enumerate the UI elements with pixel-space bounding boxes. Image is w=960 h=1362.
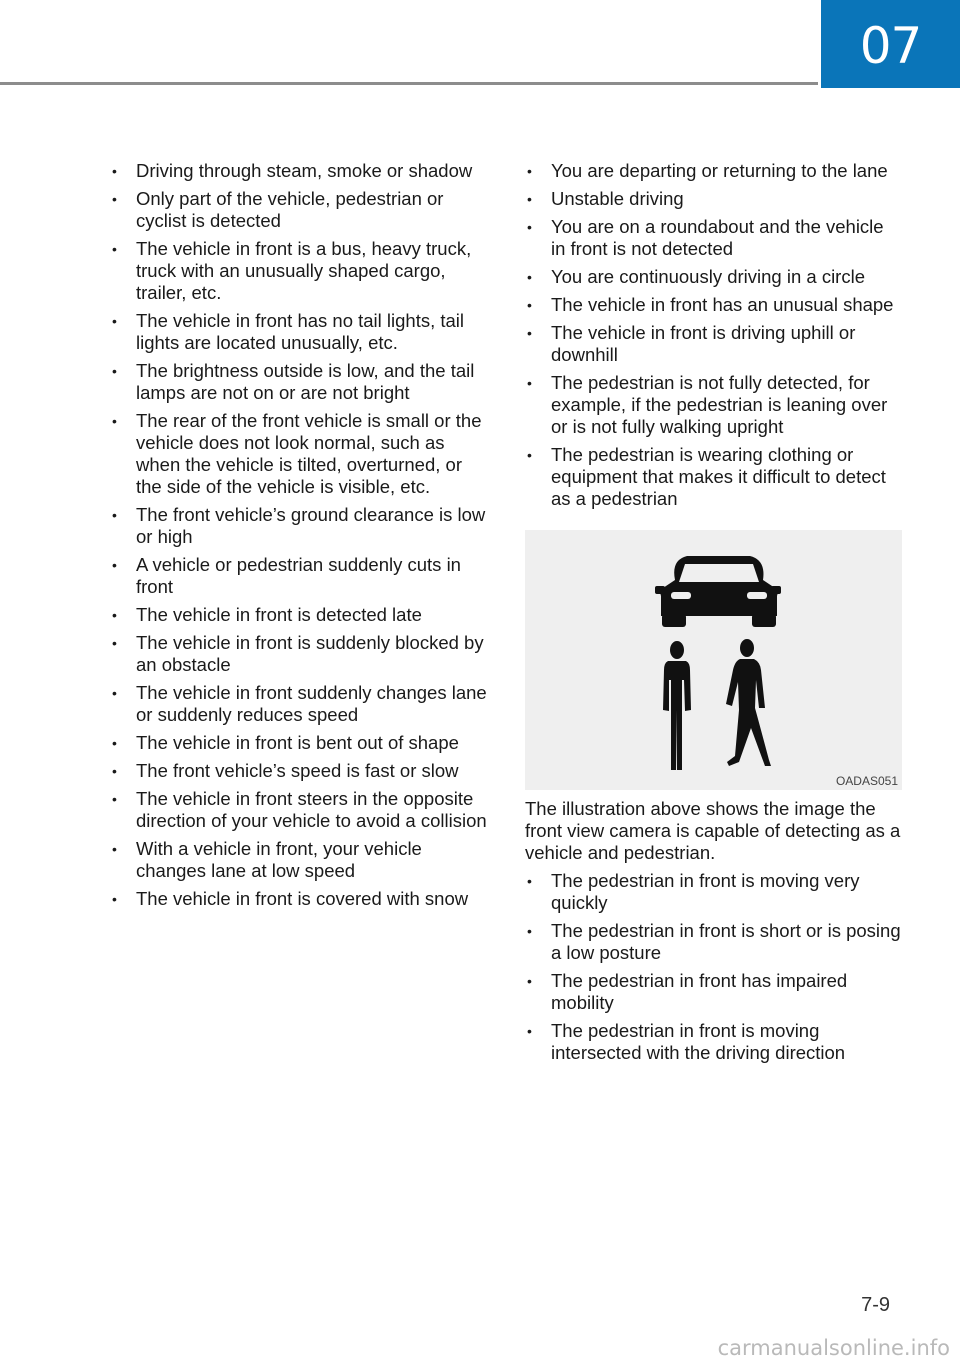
list-item-text: Driving through steam, smoke or shadow bbox=[136, 160, 473, 181]
list-item bbox=[110, 360, 488, 404]
list-item-text: The vehicle in front is covered with snow bbox=[136, 888, 469, 909]
list-item-text: The vehicle in front is driving uphill or downhill bbox=[551, 322, 856, 365]
bullet-icon: • bbox=[112, 507, 117, 523]
list-item bbox=[525, 266, 903, 288]
list-item-text: The brightness outside is low, and the tail lamps are not on or are not bright bbox=[136, 360, 475, 403]
list-item bbox=[110, 888, 488, 910]
list-item-text: You are departing or returning to the lane bbox=[551, 160, 888, 181]
bullet-icon: • bbox=[527, 163, 532, 179]
list-item-text: The vehicle in front is detected late bbox=[136, 604, 422, 625]
list-item-text: With a vehicle in front, your vehicle changes lane at low speed bbox=[136, 838, 422, 881]
list-item bbox=[110, 160, 488, 182]
bullet-icon: • bbox=[112, 791, 117, 807]
left-bullet-list bbox=[110, 160, 488, 910]
bullet-icon: • bbox=[112, 191, 117, 207]
figure-code: OADAS051 bbox=[835, 774, 898, 788]
list-item-text: The vehicle in front has an unusual shape bbox=[551, 294, 894, 315]
bullet-icon: • bbox=[112, 163, 117, 179]
list-item bbox=[525, 216, 903, 260]
car-front-icon bbox=[655, 556, 781, 627]
bullet-icon: • bbox=[527, 873, 532, 889]
bullet-icon: • bbox=[527, 219, 532, 235]
list-item bbox=[110, 604, 488, 626]
pedestrian-standing-icon bbox=[663, 641, 691, 770]
pedestrian-walking-icon bbox=[726, 639, 771, 766]
header-rule bbox=[0, 82, 818, 85]
page-number: 7-9 bbox=[861, 1294, 890, 1316]
list-item-text: Only part of the vehicle, pedestrian or cyclist is detected bbox=[136, 188, 444, 231]
illustration-graphic bbox=[525, 530, 902, 790]
bullet-icon: • bbox=[112, 735, 117, 751]
list-item bbox=[110, 788, 488, 832]
right-column bbox=[525, 160, 903, 1070]
list-item bbox=[525, 920, 903, 964]
bullet-icon: • bbox=[112, 241, 117, 257]
list-item bbox=[110, 410, 488, 498]
list-item-text: The vehicle in front suddenly changes lane or suddenly reduces speed bbox=[136, 682, 487, 725]
list-item bbox=[525, 1020, 903, 1064]
list-item-text: Unstable driving bbox=[551, 188, 684, 209]
list-item bbox=[525, 322, 903, 366]
bullet-icon: • bbox=[527, 191, 532, 207]
list-item-text: The vehicle in front steers in the opposite direction of your vehicle to avoid a collision bbox=[136, 788, 487, 831]
bullet-icon: • bbox=[527, 269, 532, 285]
list-item bbox=[525, 970, 903, 1014]
list-item-text: The pedestrian in front has impaired mobility bbox=[551, 970, 848, 1013]
bullet-icon: • bbox=[112, 891, 117, 907]
list-item-text: The pedestrian is not fully detected, for example, if the pedestrian is leaning over or is not fully walking upright bbox=[551, 372, 888, 437]
list-item bbox=[110, 504, 488, 548]
list-item bbox=[525, 294, 903, 316]
chapter-tab: 07 bbox=[821, 0, 960, 88]
bullet-icon: • bbox=[527, 1023, 532, 1039]
bullet-icon: • bbox=[527, 325, 532, 341]
bullet-icon: • bbox=[527, 297, 532, 313]
list-item bbox=[110, 554, 488, 598]
list-item-text: The vehicle in front is a bus, heavy truck, truck with an unusually shaped cargo, trailer, etc. bbox=[136, 238, 472, 303]
bullet-icon: • bbox=[112, 841, 117, 857]
list-item-text: The front vehicle’s speed is fast or slow bbox=[136, 760, 459, 781]
watermark-link[interactable]: carmanualsonline.info bbox=[717, 1336, 950, 1360]
detection-illustration bbox=[525, 530, 902, 790]
bullet-icon: • bbox=[112, 313, 117, 329]
list-item-text: A vehicle or pedestrian suddenly cuts in front bbox=[136, 554, 461, 597]
list-item-text: The front vehicle’s ground clearance is low or high bbox=[136, 504, 486, 547]
bullet-icon: • bbox=[527, 447, 532, 463]
right-bullet-list-2 bbox=[525, 870, 903, 1064]
list-item-text: The pedestrian in front is moving intersected with the driving direction bbox=[551, 1020, 846, 1063]
list-item-text: The rear of the front vehicle is small or the vehicle does not look normal, such as when the vehicle is tilted, overturned, or the side of the vehicle is visible, etc. bbox=[136, 410, 482, 497]
list-item-text: The vehicle in front is suddenly blocked by an obstacle bbox=[136, 632, 484, 675]
bullet-icon: • bbox=[112, 413, 117, 429]
list-item-text: You are on a roundabout and the vehicle in front is not detected bbox=[551, 216, 884, 259]
bullet-icon: • bbox=[112, 363, 117, 379]
bullet-icon: • bbox=[527, 375, 532, 391]
list-item bbox=[525, 870, 903, 914]
list-item bbox=[110, 188, 488, 232]
bullet-icon: • bbox=[112, 607, 117, 623]
right-bullet-list bbox=[525, 160, 903, 510]
list-item bbox=[110, 682, 488, 726]
bullet-icon: • bbox=[527, 973, 532, 989]
list-item bbox=[110, 838, 488, 882]
left-column bbox=[110, 160, 488, 916]
list-item bbox=[110, 760, 488, 782]
list-item-text: The pedestrian in front is short or is posing a low posture bbox=[551, 920, 901, 963]
list-item-text: The vehicle in front has no tail lights, tail lights are located unusually, etc. bbox=[136, 310, 465, 353]
list-item-text: The pedestrian in front is moving very quickly bbox=[551, 870, 860, 913]
list-item-text: The vehicle in front is bent out of shape bbox=[136, 732, 459, 753]
list-item bbox=[110, 310, 488, 354]
bullet-icon: • bbox=[527, 923, 532, 939]
list-item bbox=[110, 238, 488, 304]
list-item bbox=[525, 160, 903, 182]
list-item bbox=[525, 444, 903, 510]
list-item bbox=[110, 632, 488, 676]
list-item bbox=[110, 732, 488, 754]
list-item-text: The pedestrian is wearing clothing or equipment that makes it difficult to detect as a pedestrian bbox=[551, 444, 886, 509]
bullet-icon: • bbox=[112, 557, 117, 573]
bullet-icon: • bbox=[112, 763, 117, 779]
bullet-icon: • bbox=[112, 635, 117, 651]
figure-caption: The illustration above shows the image the front view camera is capable of detecting as a vehicle and pedestrian. bbox=[525, 798, 901, 863]
list-item bbox=[525, 188, 903, 210]
list-item bbox=[525, 372, 903, 438]
list-item-text: You are continuously driving in a circle bbox=[551, 266, 865, 287]
bullet-icon: • bbox=[112, 685, 117, 701]
